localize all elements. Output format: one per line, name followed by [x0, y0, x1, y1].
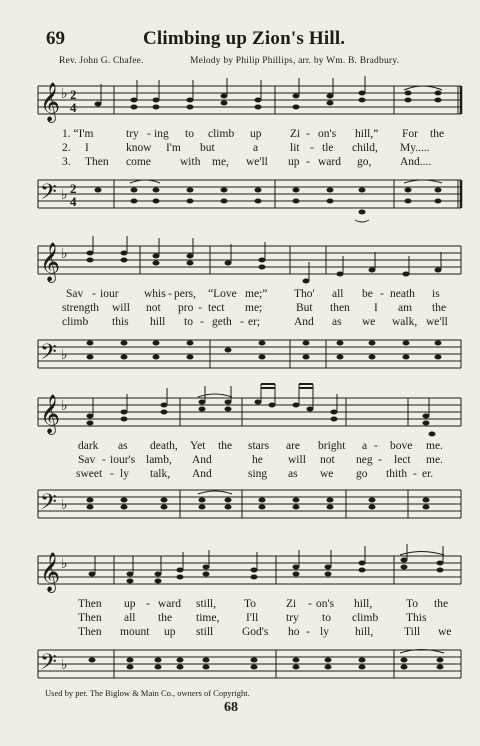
music-system-2: [0, 232, 480, 376]
lyric-line-1: Then up - ward still, To Zi - on's hill, To the: [78, 598, 449, 610]
bass-clef-icon: 𝄢: [40, 650, 57, 679]
svg-text:2: 2: [70, 87, 77, 102]
page-number: 68: [224, 700, 238, 715]
svg-text:2: 2: [70, 181, 77, 196]
copyright-note: Used by per. The Biglow & Main Co., owners of Copyright.: [45, 688, 250, 698]
bass-staff: [0, 482, 480, 528]
bass-staff: [0, 332, 480, 376]
lyric-line-1: 1. “I'm try - ing to climb up Zi - on's hill,” For the: [62, 128, 445, 140]
bass-staff: [0, 640, 480, 686]
svg-text:4: 4: [70, 194, 77, 209]
svg-text:4: 4: [70, 100, 77, 115]
hymn-title: Climbing up Zion's Hill.: [143, 28, 346, 49]
lyric-line-2: strength will not pro - tect me; But then I am the: [62, 302, 447, 314]
bass-clef-icon: 𝄢: [40, 340, 57, 369]
author-credit: Rev. John G. Chafee.: [59, 56, 144, 66]
treble-clef-icon: 𝄞: [40, 84, 61, 121]
treble-clef-icon: 𝄞: [40, 554, 61, 591]
bass-clef-icon: 𝄢: [40, 490, 57, 519]
lyric-line-1: Sav - iour whis - pers, “Love me;” Tho' all be - neath is: [66, 288, 440, 300]
lyric-line-3: sweet - ly talk, And sing as we go thith - er.: [76, 468, 434, 480]
treble-clef-icon: 𝄞: [40, 396, 61, 433]
music-system-4: [0, 540, 480, 686]
treble-staff: [0, 540, 480, 598]
flat-icon: ♭: [61, 399, 68, 414]
treble-staff: [0, 232, 480, 292]
treble-staff: [0, 76, 480, 126]
music-system-3: [0, 378, 480, 528]
flat-icon: ♭: [61, 87, 68, 102]
lyric-line-3: 3. Then come with me, we'll up - ward go, And....: [62, 156, 432, 168]
flat-icon: ♭: [61, 557, 68, 572]
treble-clef-icon: 𝄞: [40, 244, 61, 281]
bass-clef-icon: 𝄢: [40, 180, 57, 209]
bass-staff: [0, 172, 480, 228]
flat-icon: ♭: [61, 348, 68, 363]
music-system-1: [0, 76, 480, 236]
flat-icon: ♭: [61, 498, 68, 513]
flat-icon: ♭: [61, 188, 68, 203]
lyric-line-2: Then all the time, I'll try to climb This: [78, 612, 427, 624]
lyric-line-2: 2. I know I'm but a lit - tle child, My.....: [62, 142, 430, 154]
flat-icon: ♭: [61, 247, 68, 262]
flat-icon: ♭: [61, 658, 68, 673]
music-credit: Melody by Philip Phillips, arr. by Wm. B. Bradbury.: [190, 56, 400, 66]
lyric-line-1: dark as death, Yet the stars are bright a - bove me.: [78, 440, 443, 452]
hymn-number: 69: [46, 28, 65, 49]
lyric-line-3: climb this hill to - geth - er; And as we walk, we'll: [62, 316, 448, 328]
lyric-line-2: Sav - iour's lamb, And he will not neg - lect me.: [78, 454, 443, 466]
treble-staff: [0, 378, 480, 440]
lyric-line-3: Then mount up still God's ho - ly hill, Till we: [78, 626, 452, 638]
